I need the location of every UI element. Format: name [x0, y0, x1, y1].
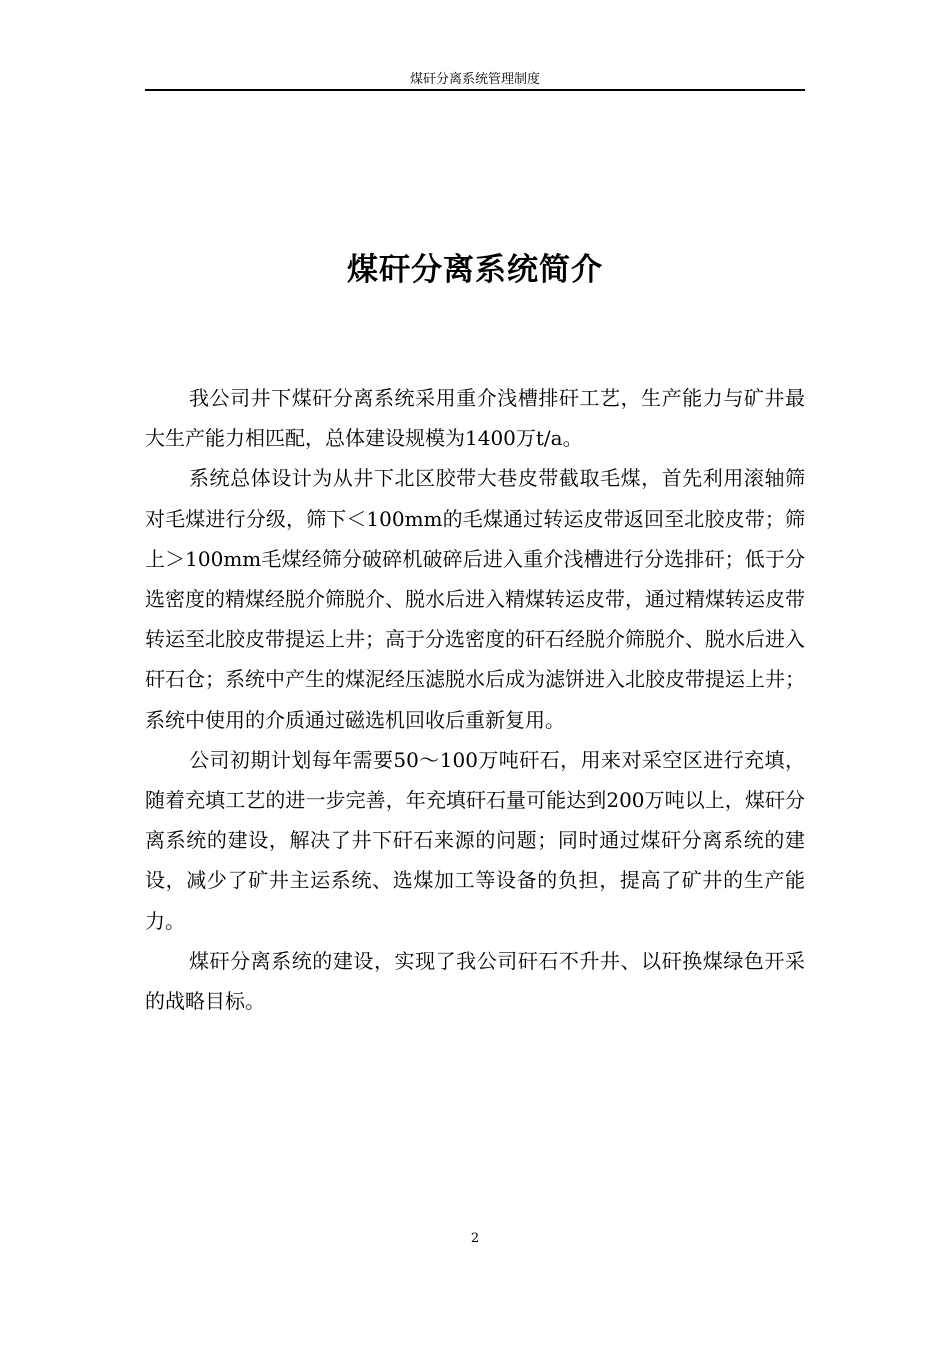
paragraph-3: 公司初期计划每年需要50～100万吨矸石，用来对采空区进行充填，随着充填工艺的进一步完善，年充填矸石量可能达到200万吨以上，煤矸分离系统的建设，解决了井下矸石来源的问题；同时通过煤矸分离系统的建设，减少了矿井主运系统、选煤加工等设备的负担，提高了矿井的生产能力。 [145, 747, 805, 933]
page-number: 2 [470, 1231, 480, 1246]
paragraph-1: 我公司井下煤矸分离系统采用重介浅槽排矸工艺，生产能力与矿井最大生产能力相匹配，总体建设规模为1400万t/a。 [145, 386, 805, 451]
paragraph-4: 煤矸分离系统的建设，实现了我公司矸石不升井、以矸换煤绿色开采的战略目标。 [145, 948, 805, 1014]
page-header [145, 70, 805, 91]
paragraph-2: 系统总体设计为从井下北区胶带大巷皮带截取毛煤，首先利用滚轴筛对毛煤进行分级，筛下＜100mm的毛煤通过转运皮带返回至北胶皮带；筛上＞100mm毛煤经筛分破碎机破碎后进入重介浅槽进行分选排矸；低于分选密度的精煤经脱介筛脱介、脱水后进入精煤转运皮带，通过精煤转运皮带转运至北胶皮带提运上井；高于分选密度的矸石经脱介筛脱介、脱水后进入矸石仓；系统中产生的煤泥经压滤脱水后成为滤饼进入北胶皮带提运上井；系统中使用的介质通过磁选机回收后重新复用。 [145, 466, 805, 732]
document-body [145, 378, 805, 1021]
header-title: 煤矸分离系统管理制度 [409, 72, 540, 87]
document-title: 煤矸分离系统简介 [347, 252, 603, 288]
